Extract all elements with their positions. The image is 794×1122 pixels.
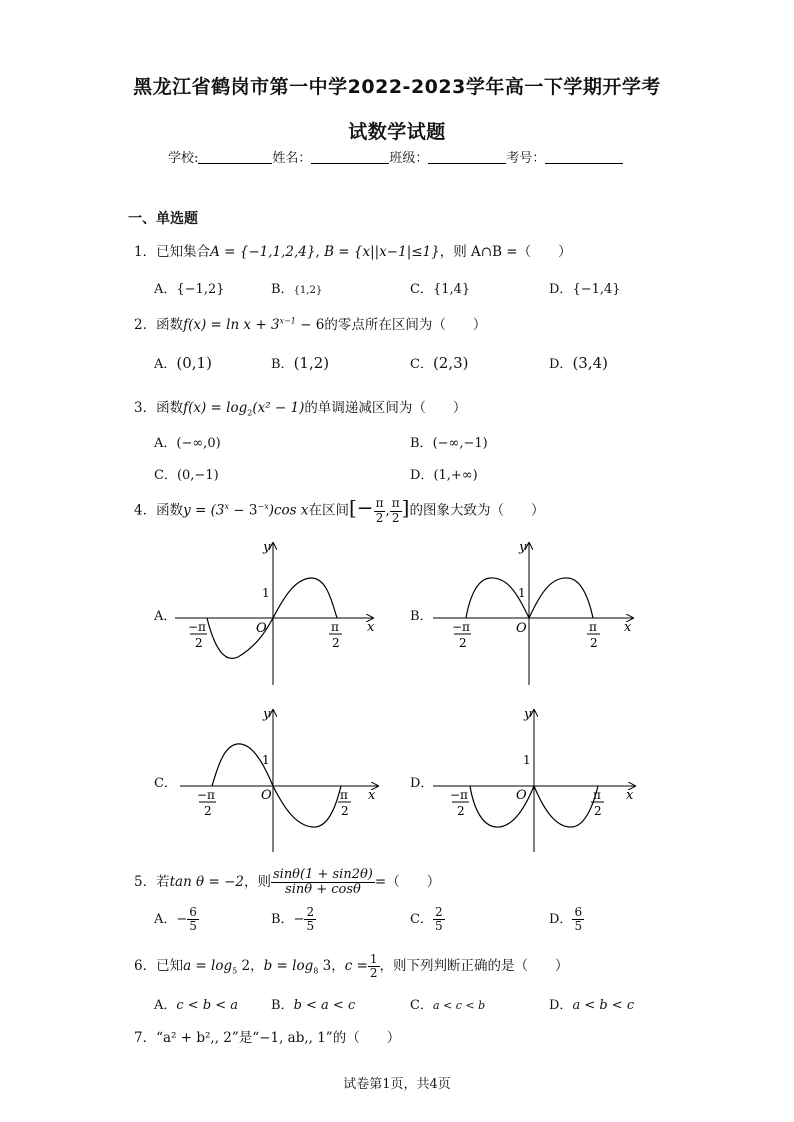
q6-option-d[interactable] xyxy=(549,994,634,1013)
q4-graph-d[interactable] xyxy=(428,702,643,862)
option-text: b < a < c xyxy=(293,998,356,1013)
option-label: D． xyxy=(549,912,573,928)
origin-label: O xyxy=(261,788,272,803)
neg-pi-label: −π xyxy=(450,788,468,802)
q5-fraction xyxy=(271,868,375,898)
doc-title-line1: 黑龙江省鹤岗市第一中学2022-2023学年高一下学期开学考 xyxy=(133,76,661,98)
q4-suffix: 的图象大致为（ ） xyxy=(409,502,545,519)
school-label: 学校: xyxy=(168,151,199,166)
option-label: C． xyxy=(410,357,433,372)
option-text: (2,3) xyxy=(432,354,469,372)
doc-title-line2: 试数学试题 xyxy=(348,121,446,143)
q6-stem xyxy=(134,952,569,986)
q6-option-c[interactable] xyxy=(410,994,485,1013)
q3-option-c[interactable] xyxy=(154,464,219,483)
q6-option-b[interactable] xyxy=(271,994,355,1013)
option-text: {1,2} xyxy=(293,285,323,296)
student-info-line xyxy=(168,147,623,166)
option-label: C． xyxy=(410,282,433,297)
q3-option-b[interactable] xyxy=(410,432,488,451)
q6-c-def: c = xyxy=(344,958,368,974)
q4-prefix: 4．函数 xyxy=(134,502,184,519)
q2-option-d[interactable] xyxy=(549,353,608,372)
q6-a-tail: 2 xyxy=(237,958,251,974)
q3-stem xyxy=(134,396,466,418)
q5-mid: ，则 xyxy=(243,874,271,890)
neg-pi-label: −π xyxy=(452,620,470,634)
option-label: A． xyxy=(154,357,177,372)
option-label: B． xyxy=(271,357,294,372)
frac-den: 5 xyxy=(434,919,443,934)
name-blank[interactable] xyxy=(311,150,389,164)
q3-suffix: 的单调递减区间为（ ） xyxy=(304,400,467,416)
origin-label: O xyxy=(256,621,267,636)
option-text: (0,−1) xyxy=(176,468,219,483)
option-text: a < b < c xyxy=(572,998,635,1013)
q6-b-def: b = log xyxy=(263,958,314,974)
y-label: y xyxy=(519,540,527,555)
two-label: 2 xyxy=(332,636,340,650)
y-label: y xyxy=(263,707,271,722)
school-blank[interactable] xyxy=(198,150,272,164)
q5-option-d[interactable] xyxy=(549,906,584,933)
frac-num: sinθ(1 + sin2θ) xyxy=(272,866,373,882)
option-label: B． xyxy=(271,912,294,928)
q5-stem xyxy=(134,866,440,898)
option-text: (3,4) xyxy=(572,354,608,372)
frac-den: 5 xyxy=(189,919,197,934)
class-label: 班级： xyxy=(389,151,429,166)
q1-option-b[interactable] xyxy=(271,278,322,297)
option-sign: − xyxy=(176,912,188,928)
frac-num: 2 xyxy=(434,905,443,919)
exam-no-blank[interactable] xyxy=(545,150,623,164)
pi-label: π xyxy=(331,620,339,634)
q4-graph-a[interactable] xyxy=(170,535,385,695)
option-text: {−1,4} xyxy=(572,282,621,297)
q6-c-frac xyxy=(368,953,380,980)
q4-func: y = (3 xyxy=(183,502,225,519)
x-label: x xyxy=(626,788,634,803)
frac-num: π xyxy=(375,496,384,511)
x-label: x xyxy=(368,788,376,803)
q1-set-a: A = {−1,1,2,4} xyxy=(210,244,316,260)
q2-option-a[interactable] xyxy=(154,353,212,372)
q5-cond: tan θ = −2 xyxy=(169,874,244,890)
option-label: D． xyxy=(549,357,573,372)
option-sign: − xyxy=(293,912,305,928)
option-text: (1,2) xyxy=(293,354,330,372)
two-label: 2 xyxy=(594,804,602,818)
option-text: {−1,2} xyxy=(176,282,225,297)
q5-option-b[interactable] xyxy=(271,906,316,933)
q3-prefix: 3．函数 xyxy=(134,400,184,416)
option-label: D． xyxy=(549,998,573,1013)
q2-option-c[interactable] xyxy=(410,353,469,372)
q6-sep: ， xyxy=(331,958,345,974)
two-label: 2 xyxy=(459,636,467,650)
option-label: B． xyxy=(271,998,294,1013)
q1-option-c[interactable] xyxy=(410,278,470,297)
tick-one: 1 xyxy=(518,586,526,600)
q7-stem: 7．“a² + b²,, 2”是“−1, ab,, 1”的（ ） xyxy=(134,1030,401,1046)
tick-one: 1 xyxy=(523,753,531,767)
q4-option-d-label[interactable]: D． xyxy=(410,776,434,791)
q4-func-tail: )cos x xyxy=(268,502,309,519)
option-text: (−∞,0) xyxy=(176,436,221,451)
pi-label: π xyxy=(340,788,348,802)
pi-label: π xyxy=(593,788,601,802)
frac-num: 2 xyxy=(306,905,315,919)
option-text: (−∞,−1) xyxy=(432,436,488,451)
frac-den: 2 xyxy=(391,510,400,525)
page-footer: 试卷第1页，共4页 xyxy=(343,1077,451,1092)
option-label: A． xyxy=(154,282,177,297)
frac-num: 1 xyxy=(369,951,378,966)
q1-suffix: ，则 A∩B =（ ） xyxy=(439,244,572,260)
q4-mid-text: 在区间 xyxy=(308,502,349,519)
q6-b-sub: 8 xyxy=(313,966,319,976)
option-label: D． xyxy=(549,282,573,297)
section-title: 一、单选题 xyxy=(128,211,198,227)
neg-pi-label: −π xyxy=(188,620,206,634)
pi-label: π xyxy=(589,620,597,634)
neg-pi-label: −π xyxy=(197,788,215,802)
option-label: A． xyxy=(154,998,177,1013)
q4-graph-c[interactable] xyxy=(175,702,390,862)
option-frac xyxy=(572,906,584,933)
q5-suffix: =（ ） xyxy=(374,874,441,890)
q4-exp1: x xyxy=(224,502,229,511)
q4-interval-right: ] xyxy=(401,495,410,520)
frac-num: 6 xyxy=(189,905,197,919)
option-text: a < c < b xyxy=(432,999,486,1012)
exam-no-label: 考号： xyxy=(506,151,546,166)
q1-option-d[interactable] xyxy=(549,278,621,297)
q5-prefix: 5．若 xyxy=(134,874,170,890)
q1-option-a[interactable] xyxy=(154,278,225,297)
x-label: x xyxy=(624,620,632,635)
q5-option-a[interactable] xyxy=(154,906,199,933)
q3-option-a[interactable] xyxy=(154,432,221,451)
q6-sep: ， xyxy=(250,958,264,974)
q1-stem: 1．已知集合A = {−1,1,2,4}, B = {x||x−1|≤1}，则 A∩B =（ ） xyxy=(134,244,572,260)
origin-label: O xyxy=(516,621,527,636)
q2-func-tail: − 6 xyxy=(295,317,325,333)
q3-sub: 2 xyxy=(247,408,253,418)
frac-den: sinθ + cosθ xyxy=(285,882,361,897)
x-label: x xyxy=(367,620,375,635)
q1-prefix: 1．已知集合 xyxy=(134,244,211,260)
option-label: C． xyxy=(410,912,433,928)
frac-num: π xyxy=(391,496,400,511)
curve xyxy=(212,744,341,827)
q1-set-b: B = {x||x−1|≤1} xyxy=(324,244,440,260)
frac-den: 2 xyxy=(375,510,384,525)
q2-func: f(x) = ln x + 3 xyxy=(183,317,280,333)
frac-den: 5 xyxy=(574,919,583,934)
q6-suffix: ，则下列判断正确的是（ ） xyxy=(379,958,569,974)
q2-prefix: 2．函数 xyxy=(134,317,184,333)
q6-b-tail: 3 xyxy=(318,958,332,974)
y-label: y xyxy=(524,707,532,722)
option-label: C． xyxy=(154,468,177,483)
two-label: 2 xyxy=(195,636,203,650)
option-label: D． xyxy=(410,468,434,483)
q4-stem xyxy=(134,494,544,525)
q4-interval-sep: , xyxy=(385,502,390,519)
q4-option-b-label[interactable]: B． xyxy=(410,609,433,624)
q2-option-b[interactable] xyxy=(271,353,329,372)
y-label: y xyxy=(263,540,271,555)
name-label: 姓名： xyxy=(272,151,312,166)
q3-option-d[interactable] xyxy=(410,464,478,483)
q4-frac-2 xyxy=(390,497,402,524)
two-label: 2 xyxy=(341,804,349,818)
option-text: (1,+∞) xyxy=(433,468,478,483)
q6-prefix: 6．已知 xyxy=(134,958,184,974)
two-label: 2 xyxy=(590,636,598,650)
option-text: {1,4} xyxy=(432,282,471,297)
q4-interval-left: [− xyxy=(349,495,374,520)
q5-option-c[interactable] xyxy=(410,906,445,933)
q3-func-tail: (x² − 1) xyxy=(252,400,305,416)
q4-option-c-label[interactable]: C． xyxy=(154,776,177,791)
q6-a-sub: 5 xyxy=(232,966,238,976)
q4-option-a-label[interactable]: A． xyxy=(154,609,177,624)
frac-num: 6 xyxy=(574,905,583,919)
option-frac xyxy=(433,906,445,933)
tick-one: 1 xyxy=(262,753,270,767)
tick-one: 1 xyxy=(262,586,270,600)
option-label: C． xyxy=(410,998,433,1013)
option-text: c < b < a xyxy=(176,998,239,1013)
frac-den: 5 xyxy=(306,919,315,934)
q4-mid: − 3 xyxy=(229,502,258,519)
origin-label: O xyxy=(516,788,527,803)
q6-option-a[interactable] xyxy=(154,994,238,1013)
q2-stem xyxy=(134,313,486,333)
q2-exp: x−1 xyxy=(279,316,296,326)
option-label: B． xyxy=(410,436,433,451)
option-label: B． xyxy=(271,282,294,297)
two-label: 2 xyxy=(457,804,465,818)
option-label: A． xyxy=(154,912,177,928)
option-text: (0,1) xyxy=(176,354,212,372)
q6-a-def: a = log xyxy=(183,958,233,974)
q3-func: f(x) = log xyxy=(183,400,248,416)
q4-exp2: −x xyxy=(257,502,269,511)
class-blank[interactable] xyxy=(428,150,506,164)
option-frac xyxy=(187,906,199,933)
option-frac xyxy=(304,906,316,933)
frac-den: 2 xyxy=(369,966,378,980)
option-label: A． xyxy=(154,436,177,451)
two-label: 2 xyxy=(204,804,212,818)
q2-suffix: 的零点所在区间为（ ） xyxy=(324,317,487,333)
q4-graph-b[interactable] xyxy=(428,535,643,695)
q4-frac-1 xyxy=(374,497,386,524)
